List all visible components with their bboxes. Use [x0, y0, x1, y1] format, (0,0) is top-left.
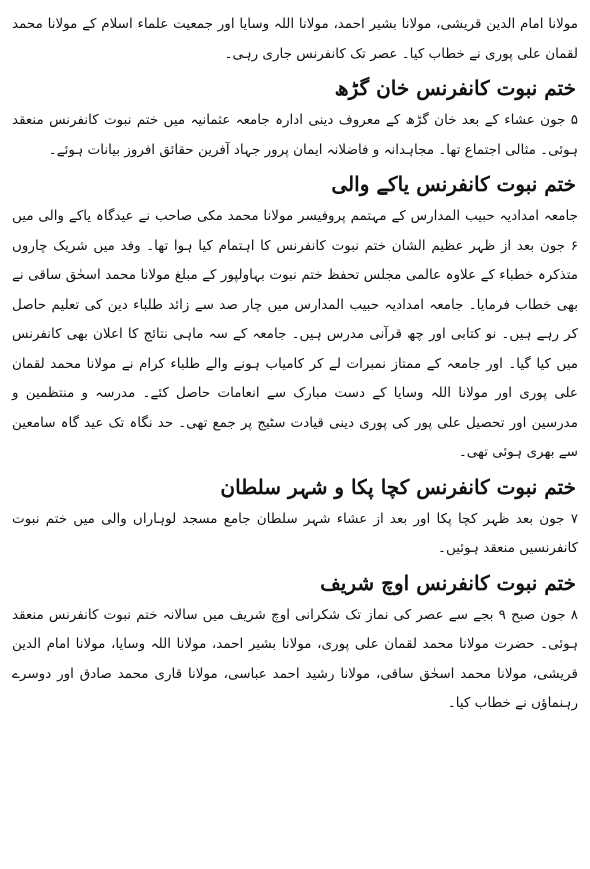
section-paragraph: ۵ جون عشاء کے بعد خان گڑھ کے معروف دینی ادارہ جامعہ عثمانیہ میں ختم نبوت کانفرنس منعقد ہوئی۔ مثالی اجتماع تھا۔ مجاہدانہ و فاضلانہ ایمان پرور جہاد آفرین حقائق افروز بیانات ہوئے۔ — [12, 112, 578, 158]
section-paragraph: ۷ جون بعد ظہر کچا پکا اور بعد از عشاء شہر سلطان جامع مسجد لوہاراں والی میں ختم نبوت کانفرنسیں منعقد ہوئیں۔ — [12, 510, 578, 556]
intro-paragraph: مولانا امام الدین قریشی، مولانا بشیر احمد، مولانا اللہ وسایا اور جمعیت علماء اسلام کے مولانا محمد لقمان علی پوری نے خطاب کیا۔ عصر تک کانفرنس جاری رہی۔ — [12, 16, 578, 62]
section-heading: ختم نبوت کانفرنس یاکے والی — [331, 172, 576, 196]
section-heading: ختم نبوت کانفرنس خان گڑھ — [334, 76, 576, 100]
section-uch-sharif — [12, 568, 578, 719]
section-heading: ختم نبوت کانفرنس کچا پکا و شہر سلطان — [220, 474, 576, 499]
section-yake-wali — [12, 169, 578, 468]
section-kacha-paka-shehr-sultan — [12, 472, 578, 564]
section-paragraph: جامعہ امدادیہ حبیب المدارس کے مہتمم پروفیسر مولانا محمد مکی صاحب نے عیدگاہ یاکے والی میں ۶ جون بعد از ظہر عظیم الشان ختم نبوت کانفرنس کا اہتمام کیا ہوا تھا۔ وفد میں شریک چاروں متذکرہ خطباء کے علاوہ عالمی مجلس تحفظ ختم نبوت بہاولپور کے مبلغ مولانا محمد اسحٰق ساقی نے بھی خطاب فرمایا۔ جامعہ امدادیہ حبیب المدارس میں چار صد سے زائد طلباء دین کی تعلیم حاصل کر رہے ہیں۔ نو کتابی اور چھ قرآنی مدرس ہیں۔ جامعہ کے سہ ماہی نتائج کا اعلان بھی کانفرنس میں کیا گیا۔ اور جامعہ کے ممتاز نمبرات لے کر کامیاب ہونے والے طلباء کرام نے مولانا محمد لقمان علی پوری اور مولانا اللہ وسایا کے دست مبارک سے انعامات حاصل کئے۔ مدرسہ و منتظمین و مدرسین اور تحصیل علی پور کی پوری دینی قیادت سٹیج پر جمع تھی۔ حد نگاہ تک عید گاہ سامعین سے بھری ہوئی تھی۔ — [12, 208, 578, 460]
section-paragraph: ۸ جون صبح ۹ بجے سے عصر کی نماز تک شکرانی اوچ شریف میں سالانہ ختم نبوت کانفرنس منعقد ہوئی۔ حضرت مولانا محمد لقمان علی پوری، مولانا بشیر احمد، مولانا اللہ وسایا، مولانا امام الدین قریشی، مولانا محمد اسحٰق ساقی، مولانا رشید احمد عباسی، مولانا قاری محمد صادق اور دوسرے رہنماؤں نے خطاب کیا۔ — [12, 606, 578, 711]
section-khan-garh — [12, 73, 578, 165]
section-heading: ختم نبوت کانفرنس اوچ شریف — [320, 570, 576, 595]
